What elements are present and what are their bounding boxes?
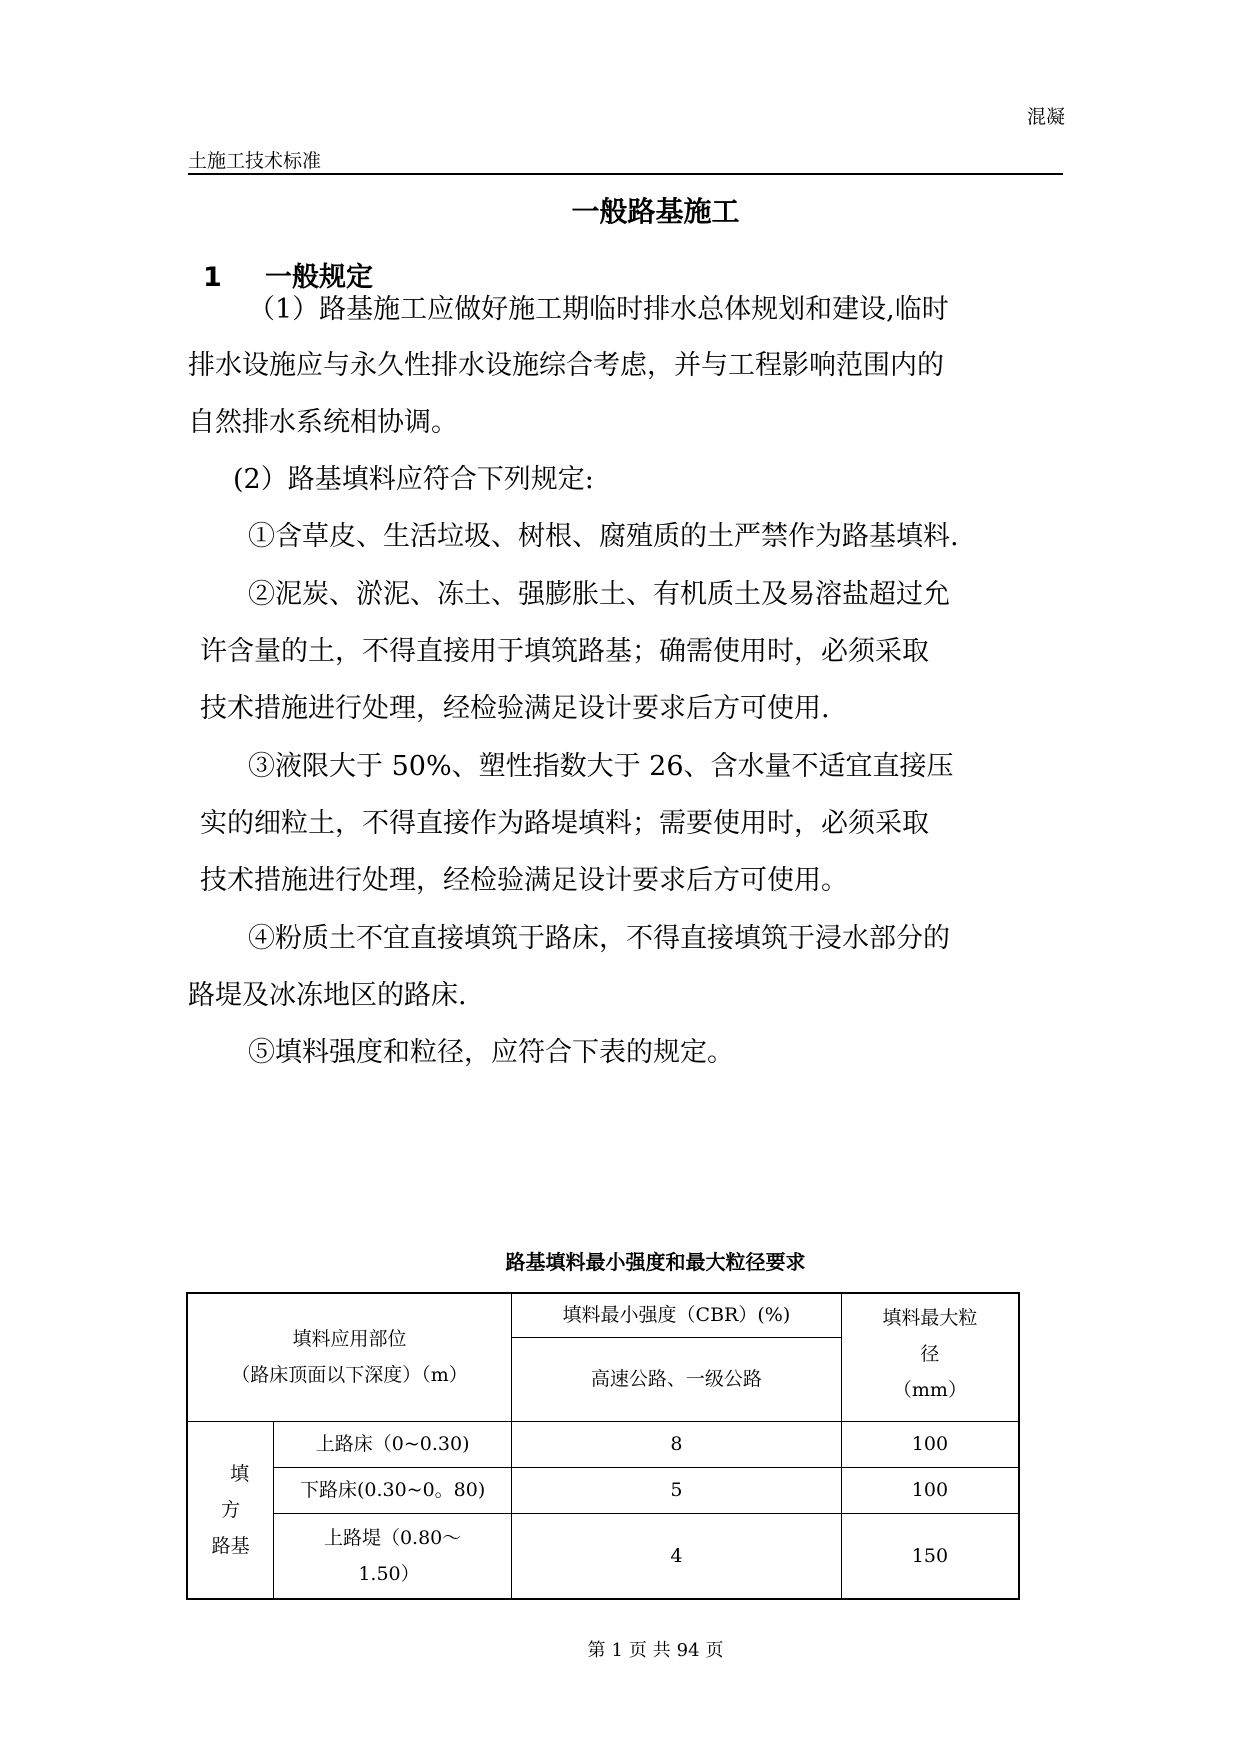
size-cell: 150 (841, 1513, 1019, 1599)
table-row (187, 1467, 1019, 1513)
header-cell-size (841, 1293, 1019, 1421)
paragraph-line: (2）路基填料应符合下列规定: (233, 464, 594, 495)
paragraph-line: ⑤填料强度和粒径，应符合下表的规定。 (248, 1037, 734, 1068)
header-part-line-2: （路床顶面以下深度）（m） (231, 1364, 468, 1387)
group-line-1: 填 (230, 1462, 250, 1485)
header-size-line-1: 填料最大粒 (882, 1307, 978, 1329)
part-line-2: 1.50） (358, 1562, 420, 1585)
size-cell: 100 (841, 1421, 1019, 1467)
footer-suffix: 页 (705, 1640, 724, 1661)
part-cell (274, 1513, 512, 1599)
paragraph-line: 自然排水系统相协调。 (188, 407, 458, 438)
size-cell: 100 (841, 1467, 1019, 1513)
header-left: 土施工技术标准 (188, 150, 322, 172)
table-row (187, 1421, 1019, 1467)
paragraph-line: （1）路基施工应做好施工期临时排水总体规划和建设,临时 (248, 294, 949, 325)
table-row (187, 1513, 1019, 1599)
paragraph-line: 实的细粒土，不得直接作为路堤填料；需要使用时，必须采取 (200, 808, 929, 839)
part-cell: 下路床(0.30~0。80) (274, 1467, 512, 1513)
paragraph-line: 许含量的土，不得直接用于填筑路基；确需使用时，必须采取 (200, 636, 929, 667)
header-size-line-2: 径 (920, 1343, 940, 1366)
paragraph-line: 技术措施进行处理，经检验满足设计要求后方可使用。 (200, 865, 848, 896)
paragraph-line: 路堤及冰冻地区的路床. (188, 980, 467, 1011)
fill-requirements-table (186, 1292, 1020, 1600)
group-line-3: 路基 (211, 1534, 250, 1557)
section-number: 1 (203, 262, 222, 293)
footer-mid: 页 共 (628, 1640, 671, 1661)
header-size-line-3: （mm） (892, 1379, 967, 1402)
table-header-row (187, 1293, 1019, 1337)
page-footer (0, 1636, 1241, 1662)
page-title: 一般路基施工 (571, 195, 740, 228)
paragraph-line: ②泥炭、淤泥、冻土、强膨胀土、有机质土及易溶盐超过允 (248, 579, 950, 610)
cbr-cell: 5 (511, 1467, 841, 1513)
group-line-2: 方 (221, 1498, 241, 1521)
part-cell: 上路床（0~0.30) (274, 1421, 512, 1467)
section-title: 一般规定 (265, 262, 373, 293)
part-line-1: 上路堤（0.80～ (323, 1526, 462, 1549)
table-caption: 路基填料最小强度和最大粒径要求 (505, 1250, 806, 1274)
cbr-cell: 8 (511, 1421, 841, 1467)
footer-page-number: 1 (611, 1640, 623, 1661)
paragraph-line: 排水设施应与永久性排水设施综合考虑，并与工程影响范围内的 (188, 350, 944, 381)
header-cell-part (187, 1293, 511, 1421)
group-cell (187, 1421, 274, 1599)
header-part-line-1: 填料应用部位 (292, 1328, 407, 1351)
cbr-cell: 4 (511, 1513, 841, 1599)
footer-prefix: 第 (587, 1640, 606, 1661)
header-cell-strength: 填料最小强度（CBR）(%) (511, 1293, 841, 1337)
paragraph-line: ④粉质土不宜直接填筑于路床，不得直接填筑于浸水部分的 (248, 923, 950, 954)
paragraph-line: ③液限大于 50%、塑性指数大于 26、含水量不适宜直接压 (248, 751, 954, 782)
footer-total-pages: 94 (676, 1640, 700, 1661)
header-right: 混凝 (1026, 106, 1065, 128)
header-rule (188, 173, 1063, 175)
paragraph-line: 技术措施进行处理，经检验满足设计要求后方可使用. (200, 693, 830, 724)
header-cell-road: 高速公路、一级公路 (511, 1337, 841, 1421)
paragraph-line: ①含草皮、生活垃圾、树根、腐殖质的土严禁作为路基填料. (248, 521, 959, 552)
